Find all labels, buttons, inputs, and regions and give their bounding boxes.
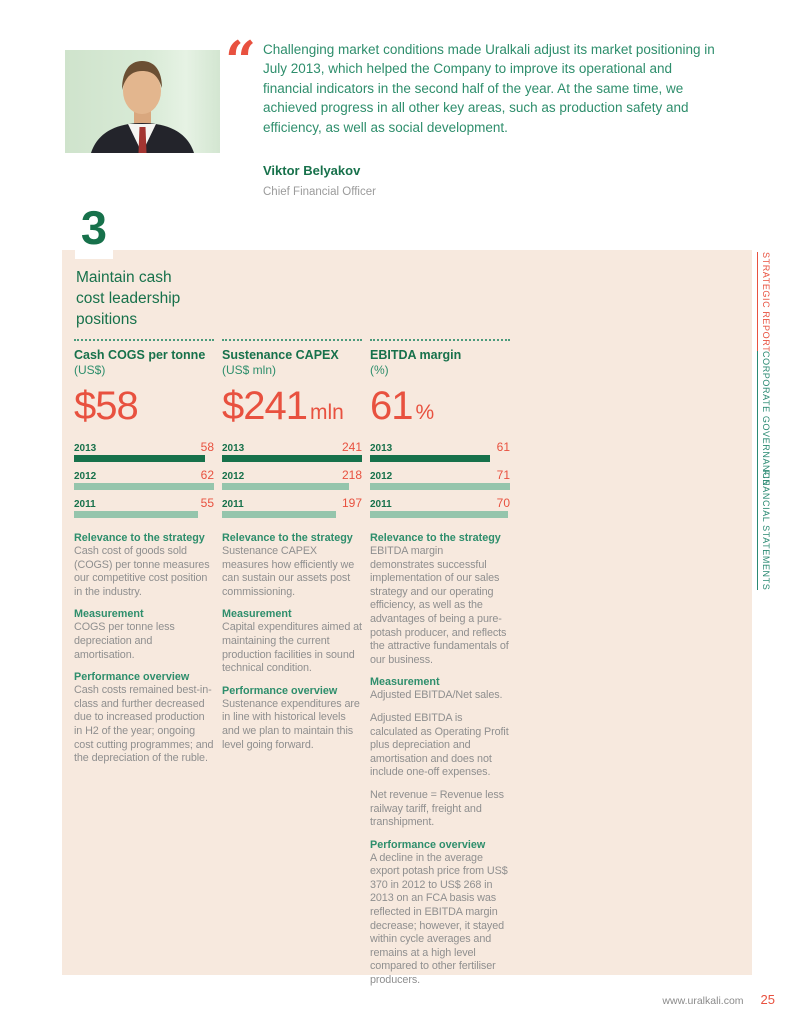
kpi-section (370, 676, 510, 829)
bar-value: 58 (200, 440, 214, 454)
bar-row (370, 440, 510, 462)
strategy-title (76, 267, 180, 330)
section-paragraph: Sustenance CAPEX measures how efficiently we can sustain our assets post commissioning. (222, 545, 355, 598)
kpi-column-sustenance-capex (222, 339, 362, 761)
bar-row (370, 468, 510, 490)
tab-corporate-governance[interactable]: CORPORATE GOVERNANCE (757, 351, 771, 486)
kpi-text-sections (370, 532, 510, 988)
kpi-headline: 61 % (370, 384, 435, 428)
kpi-unit: (US$) (74, 363, 106, 377)
bar-year-label: 2011 (222, 499, 244, 510)
section-heading: Performance overview (74, 671, 190, 684)
strategy-title-line: cost leadership (76, 290, 181, 307)
footer-page-number: 25 (760, 992, 775, 1007)
bar-year-label: 2013 (74, 443, 97, 454)
kpi-column-cash-cogs (74, 339, 214, 775)
bar-row (222, 440, 362, 462)
kpi-section (74, 608, 214, 662)
bar-fill (222, 483, 349, 490)
strategy-number: 3 (80, 201, 108, 254)
kpi-headline: $241 mln (222, 384, 344, 428)
bar-fill (74, 511, 198, 518)
section-heading: Performance overview (370, 838, 486, 851)
strategy-number-box (75, 202, 113, 259)
kpi-section (222, 685, 362, 752)
bar-value: 197 (341, 496, 362, 510)
section-paragraph: Cash costs remained best-in-class and further decreased due to increased production in H2 of the year; ongoing cost cutting programmes; and the depreciation of the ruble. (74, 684, 214, 765)
kpi-title: Cash COGS per tonne (74, 348, 206, 362)
bar-year-label: 2011 (74, 499, 96, 510)
kpi-unit: (%) (370, 363, 389, 377)
footer-url[interactable]: www.uralkali.com (662, 995, 744, 1007)
bar-value: 62 (200, 468, 214, 482)
bar-row (74, 440, 214, 462)
section-paragraph: Cash cost of goods sold (COGS) per tonne measures our competitive cost position in the industry. (74, 545, 210, 598)
kpi-unit: (US$ mln) (222, 363, 277, 377)
quote-author: Viktor Belyakov (263, 163, 361, 178)
section-heading: Measurement (370, 676, 440, 689)
bar-fill (74, 483, 214, 490)
kpi-section (370, 532, 510, 667)
kpi-section (370, 839, 510, 988)
bar-chart (370, 440, 510, 518)
dotted-divider (370, 339, 510, 341)
bar-value: 70 (496, 496, 510, 510)
bar-year-label: 2012 (74, 471, 97, 482)
dotted-divider (222, 339, 362, 341)
kpi-section (222, 532, 362, 599)
kpi-headline-suffix: % (415, 401, 435, 424)
bar-value: 61 (496, 440, 510, 454)
quote-text: Challenging market conditions made Uralkali adjust its market positioning in July 2013, which helped the Company to improve its operational and financial indicators in the second half of the year. At the same time, we achieved progress in all other key areas, such as production safety and efficiency, as well as social development. (263, 42, 715, 135)
bar-fill (370, 511, 508, 518)
kpi-text-sections (222, 532, 362, 752)
bar-chart (74, 440, 214, 518)
bar-row (74, 496, 214, 518)
bar-row (74, 468, 214, 490)
section-paragraph: Adjusted EBITDA/Net sales. (370, 689, 503, 702)
section-heading: Relevance to the strategy (74, 532, 205, 544)
kpi-headline-suffix: mln (309, 401, 344, 424)
bar-fill (222, 455, 362, 462)
section-paragraph: Net revenue = Revenue less railway tariff, freight and transhipment. (370, 788, 504, 829)
quote-author-role: Chief Financial Officer (263, 186, 376, 198)
bar-chart (222, 440, 362, 518)
bar-year-label: 2013 (222, 443, 245, 454)
section-paragraph: Capital expenditures aimed at maintaining the current production facilities in sound technical condition. (222, 621, 362, 675)
section-heading: Measurement (74, 608, 144, 621)
bar-value: 71 (496, 468, 510, 482)
strategy-title-line: Maintain cash (76, 269, 172, 286)
kpi-section (74, 532, 214, 599)
bar-value: 241 (341, 440, 362, 454)
section-paragraph: EBITDA margin demonstrates successful implementation of our sales strategy and our operating efficiency, as well as the advantages of being a pure-potash producer, and reflects the attractive fundamentals of our business. (370, 545, 509, 666)
section-heading: Relevance to the strategy (222, 532, 353, 544)
section-heading: Measurement (222, 608, 292, 621)
kpi-text-sections (74, 532, 214, 766)
tab-financial-statements[interactable]: FINANCIAL STATEMENTS (757, 470, 771, 590)
kpi-section (74, 671, 214, 766)
section-paragraph: Sustenance expenditures are in line with historical levels and we plan to maintain this level going forward. (222, 697, 360, 751)
bar-row (370, 496, 510, 518)
bar-fill (370, 483, 510, 490)
bar-fill (370, 455, 490, 462)
section-paragraph: Adjusted EBITDA is calculated as Operating Profit plus depreciation and amortisation and does not include one-off expenses. (370, 711, 509, 779)
bar-year-label: 2011 (370, 499, 392, 510)
strategy-title-line: positions (76, 311, 138, 328)
bar-year-label: 2012 (222, 471, 245, 482)
portrait-illustration (65, 50, 220, 153)
bar-year-label: 2012 (370, 471, 393, 482)
bar-value: 55 (200, 496, 214, 510)
kpi-title: Sustenance CAPEX (222, 348, 339, 362)
section-paragraph: A decline in the average export potash price from US$ 370 in 2012 to US$ 268 in 2013 on an FCA basis was reflected in EBITDA margin decrease; however, it stayed within cycle averages and remains at a high level compared to other fertiliser producers. (370, 851, 508, 987)
kpi-title: EBITDA margin (370, 348, 462, 362)
cfo-photo (65, 50, 220, 153)
dotted-divider (74, 339, 214, 341)
kpi-section (222, 608, 362, 675)
bar-fill (222, 511, 336, 518)
section-heading: Performance overview (222, 684, 338, 697)
page-footer (662, 992, 775, 1007)
quote-icon: “ (225, 29, 257, 93)
section-paragraph: COGS per tonne less depreciation and amortisation. (74, 621, 175, 661)
kpi-headline: $58 (74, 384, 138, 428)
bar-row (222, 496, 362, 518)
tab-strategic-report[interactable]: STRATEGIC REPORT (757, 252, 771, 352)
section-heading: Relevance to the strategy (370, 532, 501, 544)
bar-year-label: 2013 (370, 443, 393, 454)
bar-value: 218 (341, 468, 362, 482)
kpi-column-ebitda-margin (370, 339, 510, 997)
strategy-panel (62, 250, 752, 987)
bar-row (222, 468, 362, 490)
bar-fill (74, 455, 205, 462)
